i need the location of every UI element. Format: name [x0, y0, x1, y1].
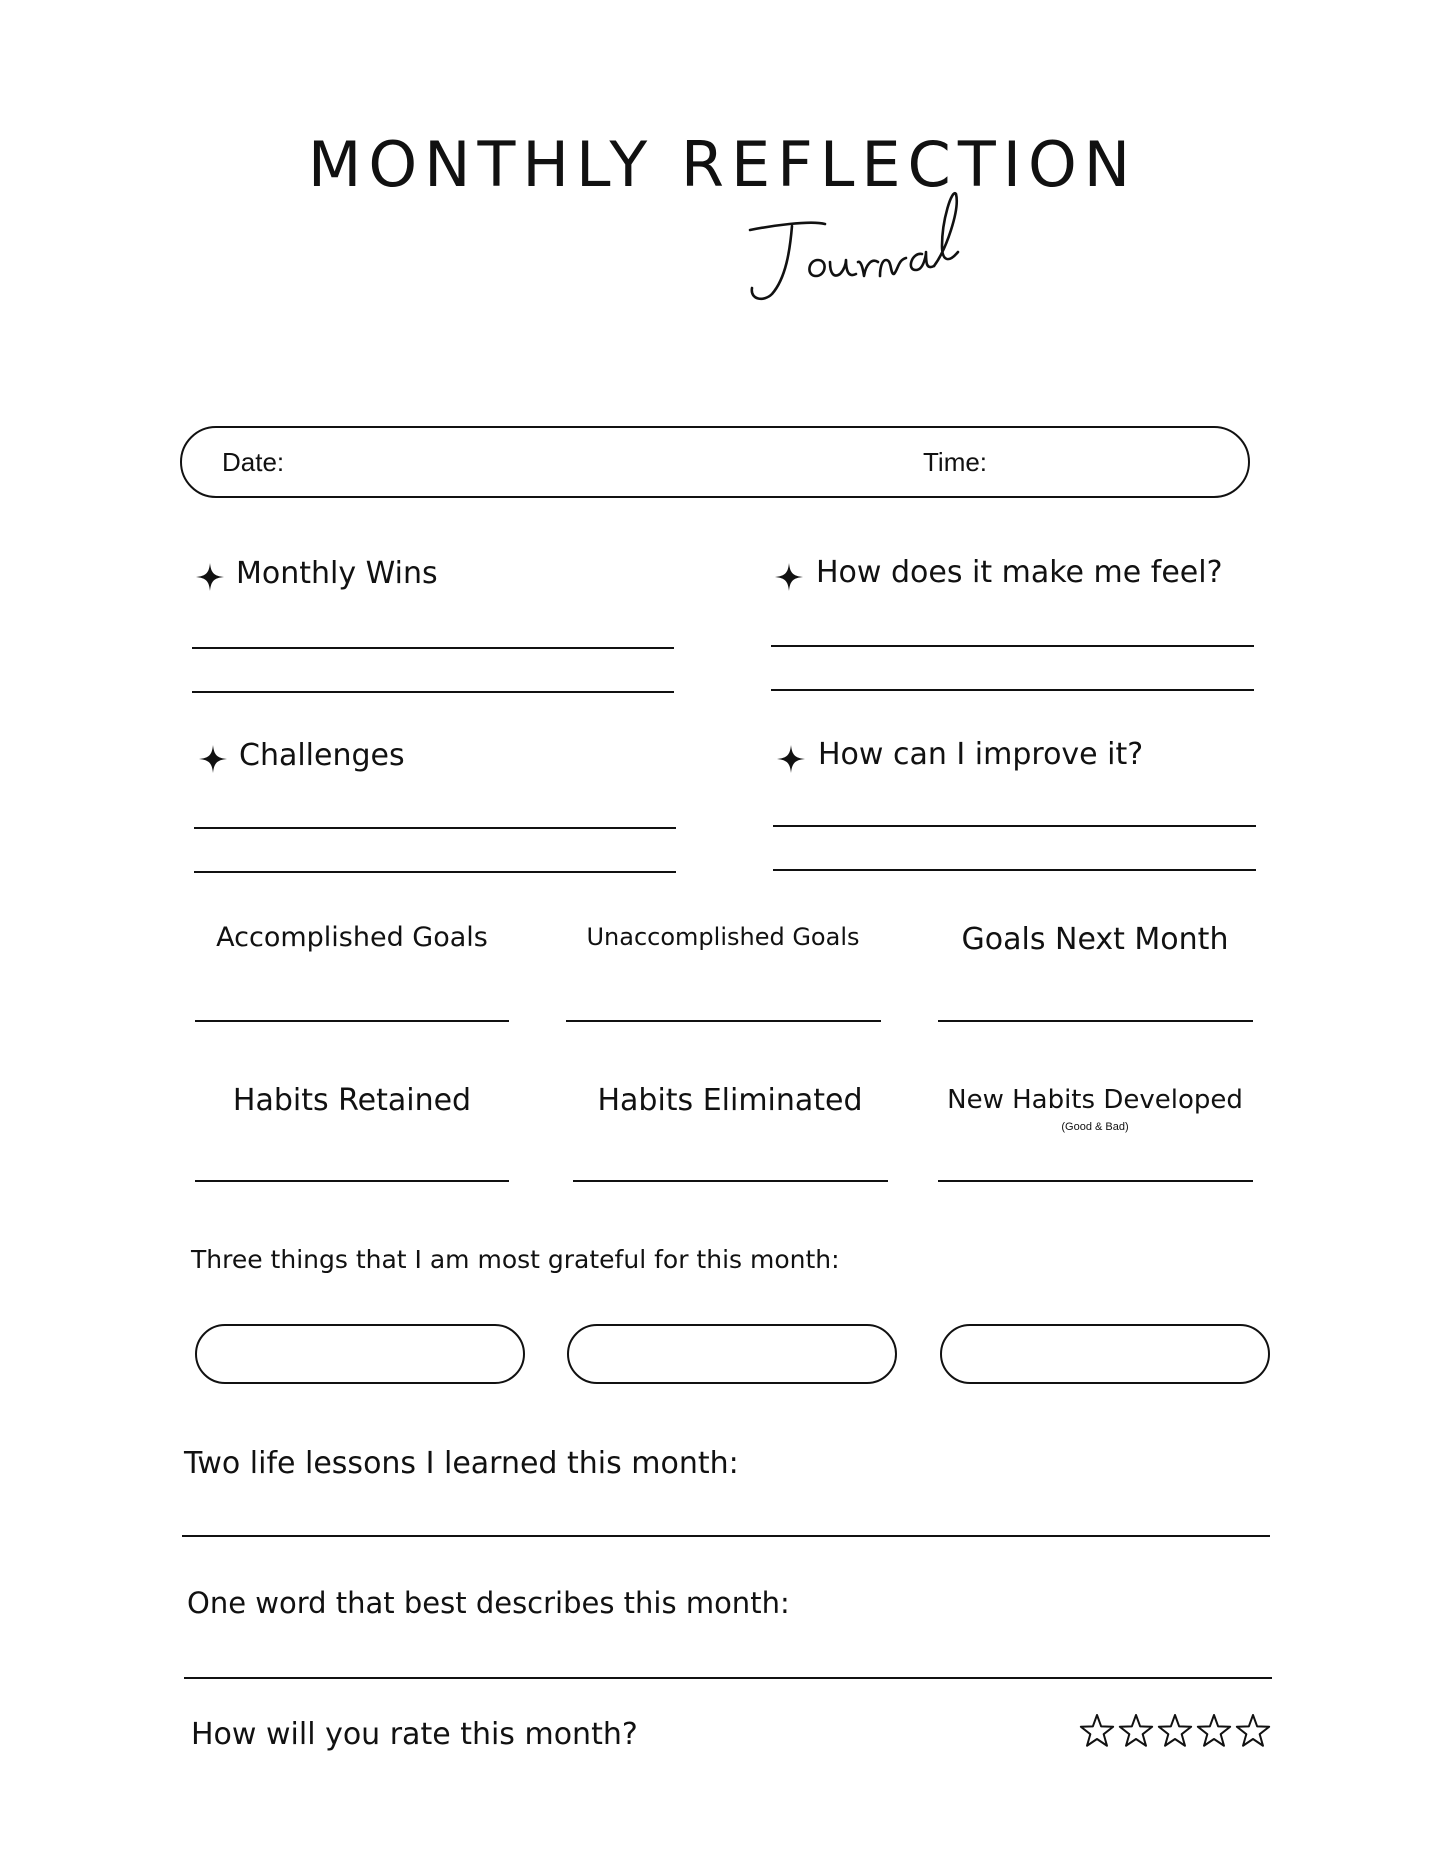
one-word-line[interactable] — [184, 1677, 1272, 1679]
habits-retained-label: Habits Retained — [232, 1083, 472, 1118]
one-word-label: One word that best describes this month: — [187, 1586, 790, 1620]
time-label: Time: — [923, 447, 988, 477]
feel-line-1[interactable] — [771, 645, 1254, 647]
new-habits-label: New Habits Developed — [947, 1085, 1243, 1115]
lessons-line[interactable] — [182, 1535, 1270, 1537]
page-title: MONTHLY REFLECTION — [307, 128, 1138, 201]
monthly-wins-line-1[interactable] — [192, 647, 674, 649]
journal-script-logo — [730, 190, 1000, 310]
sparkle-icon — [199, 745, 227, 773]
habits-eliminated-label: Habits Eliminated — [597, 1083, 863, 1118]
feel-label: How does it make me feel? — [816, 555, 1223, 590]
challenges-line-2[interactable] — [194, 871, 676, 873]
date-time-bar[interactable] — [180, 426, 1250, 498]
new-habits-line[interactable] — [938, 1180, 1253, 1182]
sparkle-icon — [777, 745, 805, 773]
feel-line-2[interactable] — [771, 689, 1254, 691]
sparkle-icon — [196, 563, 224, 591]
improve-line-1[interactable] — [773, 825, 1256, 827]
improve-label: How can I improve it? — [818, 737, 1144, 772]
habits-eliminated-line[interactable] — [573, 1180, 888, 1182]
star-3-icon[interactable] — [1159, 1715, 1191, 1746]
rating-stars[interactable] — [1078, 1712, 1278, 1752]
star-1-icon[interactable] — [1081, 1715, 1113, 1746]
goals-next-month-label: Goals Next Month — [961, 922, 1229, 957]
lessons-label: Two life lessons I learned this month: — [184, 1446, 739, 1481]
unaccomplished-goals-line[interactable] — [566, 1020, 881, 1022]
accomplished-goals-line[interactable] — [195, 1020, 509, 1022]
challenges-label: Challenges — [239, 738, 405, 773]
rating-label: How will you rate this month? — [191, 1717, 638, 1752]
star-4-icon[interactable] — [1198, 1715, 1230, 1746]
star-2-icon[interactable] — [1120, 1715, 1152, 1746]
challenges-line-1[interactable] — [194, 827, 676, 829]
gratitude-field-1[interactable] — [195, 1324, 525, 1384]
new-habits-note: (Good & Bad) — [1061, 1121, 1129, 1133]
date-label: Date: — [222, 447, 285, 477]
gratitude-field-3[interactable] — [940, 1324, 1270, 1384]
gratitude-field-2[interactable] — [567, 1324, 897, 1384]
sparkle-icon — [775, 563, 803, 591]
habits-retained-line[interactable] — [195, 1180, 509, 1182]
accomplished-goals-label: Accomplished Goals — [216, 922, 488, 953]
star-5-icon[interactable] — [1237, 1715, 1269, 1746]
monthly-wins-label: Monthly Wins — [236, 556, 438, 591]
unaccomplished-goals-label: Unaccomplished Goals — [586, 923, 860, 951]
gratitude-label: Three things that I am most grateful for this month: — [191, 1245, 840, 1274]
monthly-wins-line-2[interactable] — [192, 691, 674, 693]
improve-line-2[interactable] — [773, 869, 1256, 871]
goals-next-month-line[interactable] — [938, 1020, 1253, 1022]
